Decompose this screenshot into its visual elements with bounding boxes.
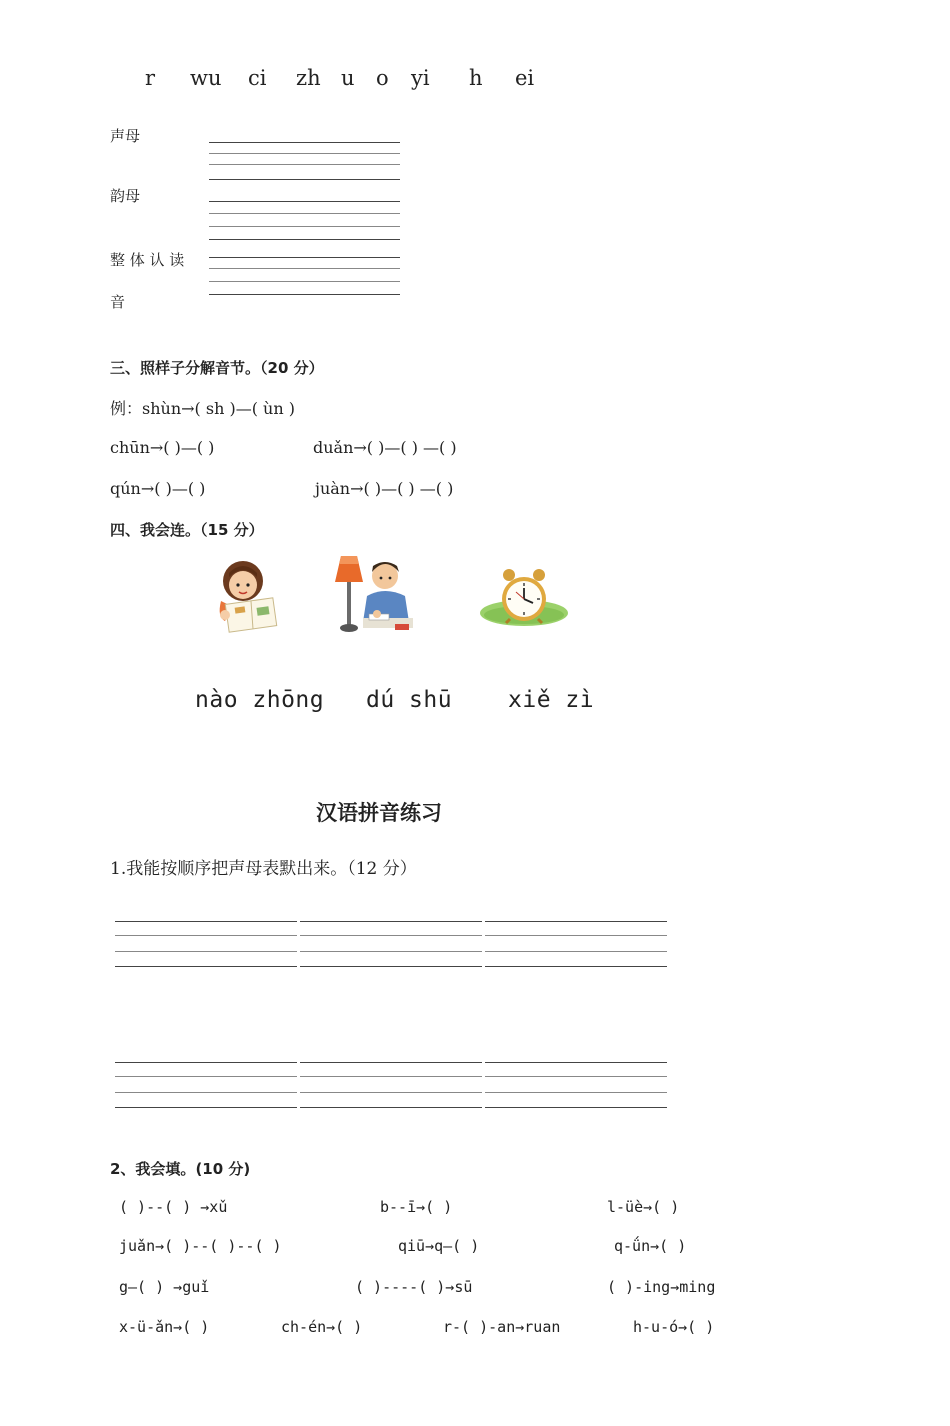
section3-title: 三、照样子分解音节。（20 分） [110, 359, 324, 377]
zhengti-label: 整 体 认 读 [110, 251, 185, 269]
shengmu-label: 声母 [110, 127, 141, 145]
fill-item[interactable]: ( )----( )→sū [355, 1278, 473, 1296]
letter-item: zh [296, 66, 321, 90]
fill-item[interactable]: ch-én→( ) [281, 1318, 363, 1336]
letter-item: o [376, 66, 389, 90]
letter-item: ci [248, 66, 267, 90]
fill-item[interactable]: qiū→q—( ) [398, 1237, 480, 1255]
letter-item: h [469, 66, 483, 90]
fill-item[interactable]: q-ǘn→( ) [614, 1237, 687, 1255]
fill-item[interactable]: r-( )-an→ruan [443, 1318, 561, 1336]
question-1: 1.我能按顺序把声母表默出来。（12 分） [110, 859, 417, 879]
alarm-clock-icon[interactable] [478, 565, 570, 629]
fill-item[interactable]: x-ü-ǎn→( ) [119, 1318, 210, 1336]
section3-example: 例：shùn→( sh )—( ùn ) [110, 399, 295, 418]
fill-item[interactable]: b--ī→( ) [380, 1198, 453, 1216]
word-naozhong[interactable]: nào zhōng [195, 687, 325, 713]
zhengti-label-cont: 音 [110, 293, 126, 311]
syllable-exercise[interactable]: qún→( )—( ) [110, 479, 206, 498]
word-xiezi[interactable]: xiě zì [508, 687, 595, 713]
section4-title: 四、我会连。（15 分） [110, 521, 264, 539]
letter-item: wu [190, 66, 222, 90]
syllable-exercise[interactable]: duǎn→( )—( ) —( ) [313, 438, 457, 457]
fill-item[interactable]: ( )--( ) →xǔ [119, 1198, 228, 1216]
fill-item[interactable]: l-üè→( ) [607, 1198, 680, 1216]
letter-item: u [341, 66, 355, 90]
letter-item: yi [411, 66, 430, 90]
question-2: 2、我会填。(10 分) [110, 1160, 251, 1178]
letter-item: ei [515, 66, 535, 90]
fill-item[interactable]: ( )-ing→ming [607, 1278, 716, 1296]
girl-reading-icon[interactable] [207, 555, 282, 635]
word-dushu[interactable]: dú shū [366, 687, 453, 713]
fill-item[interactable]: g—( ) →guǐ [119, 1278, 210, 1296]
page-title: 汉语拼音练习 [316, 801, 442, 825]
syllable-exercise[interactable]: juàn→( )—( ) —( ) [315, 479, 454, 498]
boy-writing-icon[interactable] [335, 552, 417, 638]
yunmu-label: 韵母 [110, 187, 141, 205]
fill-item[interactable]: juǎn→( )--( )--( ) [119, 1237, 282, 1255]
letter-item: r [145, 66, 156, 90]
fill-item[interactable]: h-u-ó→( ) [633, 1318, 715, 1336]
syllable-exercise[interactable]: chūn→( )—( ) [110, 438, 215, 457]
